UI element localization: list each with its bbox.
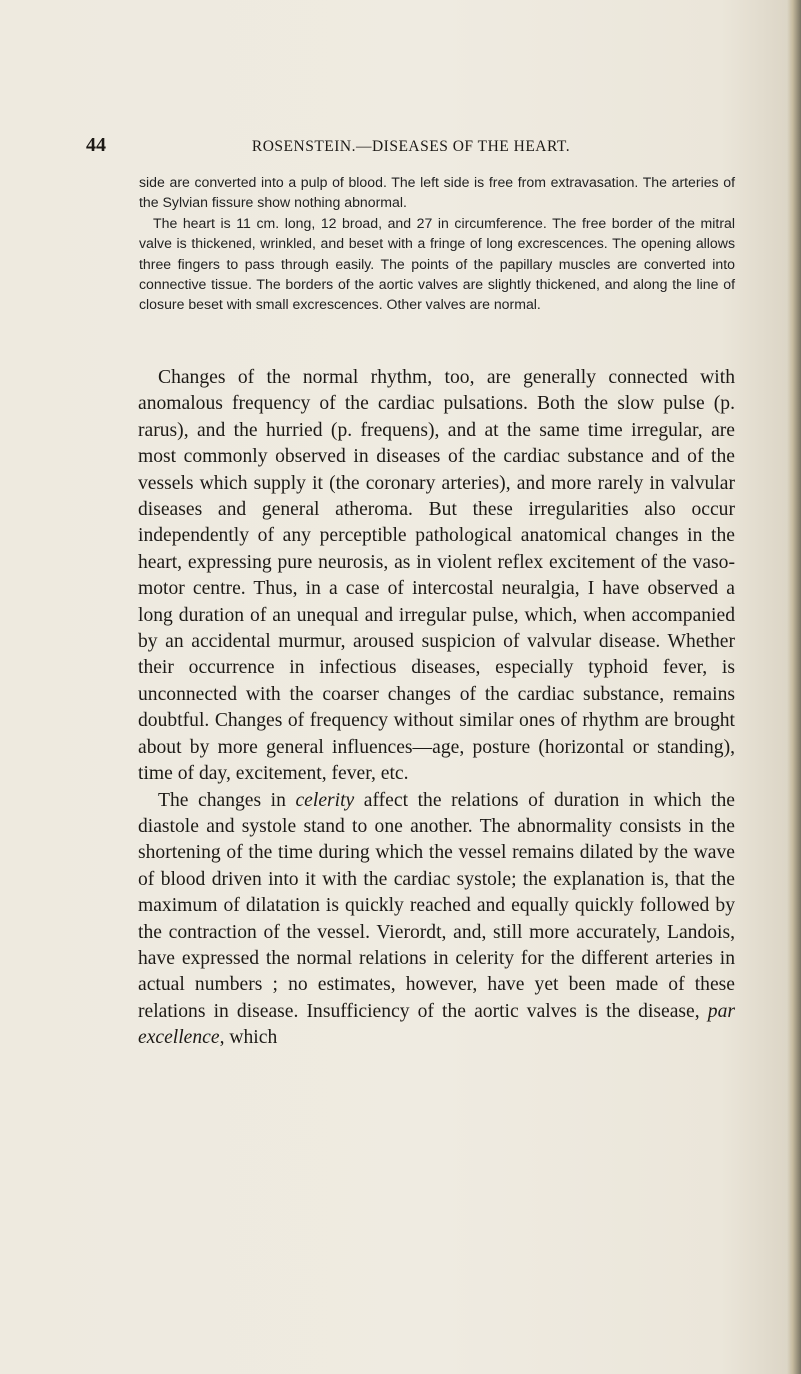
page-header [86,134,736,160]
case-paragraph-2: The heart is 11 cm. long, 12 broad, and 27 in circumference. The free border of the mitral valve is thickened, wrinkled, and beset with a fringe of long excrescences. The opening allows three fingers to pass through easily. The points of the papillary muscles are converted into connective tissue. The borders of the aortic valves are slightly thickened, and along the line of closure beset with small excrescences. Other valves are normal. [139,214,735,313]
body-paragraph-2 [138,788,735,1052]
running-title: ROSENSTEIN.—DISEASES OF THE HEART. [251,138,571,155]
par-excellence-term: par excellence [138,1000,735,1049]
celerity-term: celerity [295,789,355,811]
page-number: 44 [86,134,106,156]
body-paragraph-2-part-a: The changes in [158,789,296,811]
main-text [138,365,735,1052]
case-paragraph-1: side are converted into a pulp of blood. The left side is free from extravasation. The arteries of the Sylvian fissure show nothing abnormal. [139,174,735,211]
body-paragraph-2-part-b: affect the relations of duration in which the diastole and systole stand to one another. The abnormality consists in the shortening of the time during which the vessel remains dilated by the wave of blood driven into it with the cardiac systole; the explanation is, that the maximum of dilatation is quickly reached and equally quickly followed by the contraction of the vessel. Vierordt, and, still more accurately, Landois, have expressed the normal relations in celerity for the different arteries in actual numbers ; no estimates, however, have yet been made of these relations in disease. Insufficiency of the aortic valves is the disease, [138,789,735,1022]
case-report-small-print [139,172,735,315]
body-paragraph-2-part-c: , which [219,1027,278,1049]
page-edge [787,0,801,1374]
body-paragraph-1: Changes of the normal rhythm, too, are generally connected with anomalous frequency of the cardiac pulsations. Both the slow pulse (p. rarus), and the hurried (p. frequens), and at the same time irregular, are most commonly observed in diseases of the cardiac substance and of the vessels which supply it (the coronary arteries), and more rarely in valvular diseases and general atheroma. But these irregularities also occur independently of any perceptible pathological anatomical changes in the heart, expressing pure neurosis, as in violent reflex excitement of the vaso-motor centre. Thus, in a case of intercostal neuralgia, I have observed a long duration of an unequal and irregular pulse, which, when accompanied by an accidental murmur, aroused suspicion of valvular disease. Whether their occurrence in infectious diseases, especially typhoid fever, is unconnected with the coarser changes of the cardiac substance, remains doubtful. Changes of frequency without similar ones of rhythm are brought about by more general influences—age, posture (horizontal or standing), time of day, excitement, fever, etc. [138,367,735,785]
